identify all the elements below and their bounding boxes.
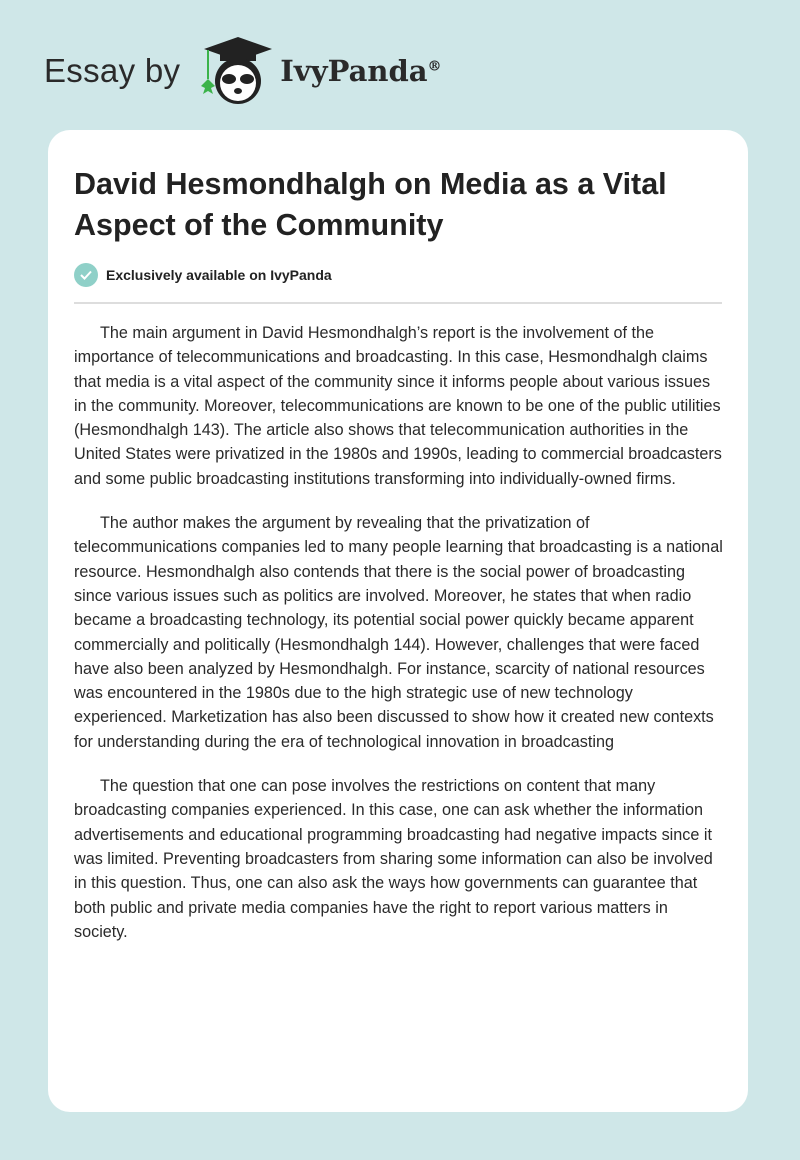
- brand-text: IvyPanda: [280, 54, 428, 88]
- site-header: [44, 36, 442, 106]
- paragraph: The question that one can pose involves the restrictions on content that many broadcasting companies experienced. In this case, one can ask whether the information advertisements and educational programming broadcasting had negative impacts since it was limited. Preventing broadcasters from sharing some information can also be involved in this question. Thus, one can also ask the ways how governments can guarantee that both public and private media companies have the right to report various matters in society.: [74, 777, 713, 941]
- divider: [74, 302, 722, 304]
- registered-mark: ®: [427, 58, 442, 75]
- paragraph: The main argument in David Hesmondhalgh’s report is the involvement of the importance of telecommunications and broadcasting. In this case, Hesmondhalgh claims that media is a vital aspect of the community since it informs people about various issues in the community. Moreover, telecommunications are known to be one of the public utilities (Hesmondhalgh 143). The article also shows that telecommunication authorities in the United States were privatized in the 1980s and 1990s, leading to commercial broadcasters and some public broadcasting institutions transforming into individually-owned firms.: [74, 324, 722, 488]
- essay-body: [74, 321, 726, 964]
- check-icon: [74, 263, 98, 287]
- paragraph: The author makes the argument by revealing that the privatization of telecommunications companies led to many people learning that broadcasting is a national resource. Hesmondhalgh also contends that there is the social power of broadcasting since various issues such as politics are involved. Moreover, he states that when radio became a broadcasting technology, its potential social power quickly became apparent commercially and politically (Hesmondhalgh 144). However, challenges that were faced have also been analyzed by Hesmondhalgh. For instance, scarcity of national resources was encountered in the 1980s due to the high strategic use of new technology experienced. Marketization has also been discussed to show how it created new contexts for understanding during the era of technological innovation in broadcasting: [74, 514, 723, 751]
- exclusive-badge: [74, 263, 332, 287]
- badge-text: Exclusively available on IvyPanda: [106, 267, 332, 283]
- panda-logo-icon[interactable]: [194, 35, 274, 107]
- essay-card: [48, 130, 748, 1112]
- essay-by-label: Essay by: [44, 52, 181, 89]
- page-title: David Hesmondhalgh on Media as a Vital Aspect of the Community: [74, 167, 667, 242]
- brand-name[interactable]: [280, 54, 441, 88]
